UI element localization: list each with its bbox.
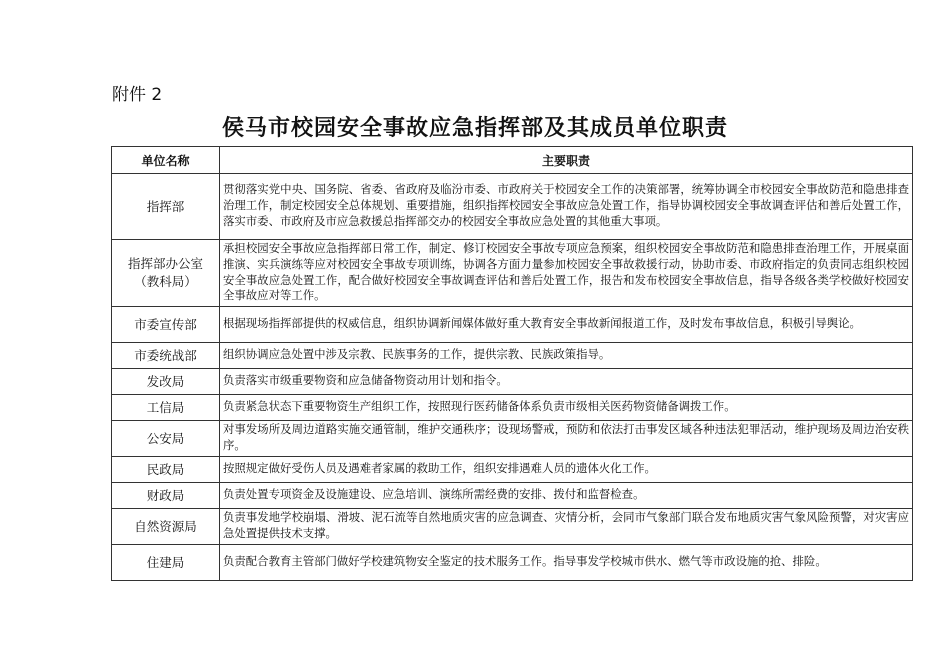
table-row [112,395,913,421]
unit-name-cell [112,545,220,581]
duty-cell: 按照规定做好受伤人员及遇难者家属的救助工作，组织安排遇难人员的遗体火化工作。 [220,457,913,483]
unit-name-cell [112,343,220,369]
unit-name-note: （教科局） [134,274,197,290]
document-title: 侯马市校园安全事故应急指挥部及其成员单位职责 [221,115,728,141]
duty-cell: 组织协调应急处置中涉及宗教、民族事务的工作，提供宗教、民族政策指导。 [220,343,913,369]
table-row [112,369,913,395]
table-row [112,483,913,509]
table-row [112,174,913,240]
duty-cell: 根据现场指挥部提供的权威信息，组织协调新闻媒体做好重大教育安全事故新闻报道工作，及时发布事故信息，积极引导舆论。 [220,307,913,343]
header-main-duties: 主要职责 [220,147,913,174]
unit-name: 发改局 [146,373,185,389]
unit-name: 自然资源局 [134,518,197,534]
duty-cell: 负责落实市级重要物资和应急储备物资动用计划和指令。 [220,369,913,395]
table-row [112,240,913,307]
table-row [112,545,913,581]
unit-name: 住建局 [146,554,185,570]
duty-cell: 负责事发地学校崩塌、滑坡、泥石流等自然地质灾害的应急调查、灾情分析，会同市气象部门联合发布地质灾害气象风险预警，对灾害应急处置提供技术支撑。 [220,509,913,545]
table-header-row [112,147,913,174]
duty-cell: 对事发场所及周边道路实施交通管制，维护交通秩序；设现场警戒，预防和依法打击事发区域各种违法犯罪活动，维护现场及周边治安秩序。 [220,421,913,457]
unit-name-cell [112,395,220,421]
unit-name-cell [112,240,220,307]
table-row [112,421,913,457]
unit-name-cell [112,369,220,395]
unit-name-cell [112,307,220,343]
unit-name: 指挥部办公室 [127,256,203,272]
unit-name: 工信局 [146,399,185,415]
unit-name: 指挥部 [146,198,185,214]
unit-name-cell [112,421,220,457]
duty-cell: 负责紧急状态下重要物资生产组织工作，按照现行医药储备体系负责市级相关医药物资储备调拨工作。 [220,395,913,421]
unit-name-cell [112,174,220,240]
unit-name: 民政局 [146,461,185,477]
table-row [112,307,913,343]
unit-name: 市委统战部 [134,347,197,363]
duty-cell: 贯彻落实党中央、国务院、省委、省政府及临汾市委、市政府关于校园安全工作的决策部署，统筹协调全市校园安全事故防范和隐患排查治理工作，制定校园安全总体规划、重要措施，组织指挥校园安全事故应急处置工作，指导协调校园安全事故调查评估和善后处置工作，落实市委、市政府及市应急救援总指挥部交办的校园安全事故应急处置的其他重大事项。 [220,174,913,240]
table-row [112,509,913,545]
attachment-label: 附件 2 [112,85,163,105]
unit-name: 财政局 [146,487,185,503]
responsibility-table [111,146,913,581]
header-unit-name: 单位名称 [112,147,220,174]
unit-name-cell [112,457,220,483]
table-row [112,457,913,483]
unit-name: 市委宣传部 [134,316,197,332]
duty-cell: 负责处置专项资金及设施建设、应急培训、演练所需经费的安排、拨付和监督检查。 [220,483,913,509]
duty-cell: 负责配合教育主管部门做好学校建筑物安全鉴定的技术服务工作。指导事发学校城市供水、燃气等市政设施的抢、排险。 [220,545,913,581]
table-row [112,343,913,369]
unit-name: 公安局 [146,430,185,446]
duty-cell: 承担校园安全事故应急指挥部日常工作，制定、修订校园安全事故专项应急预案，组织校园安全事故防范和隐患排查治理工作，开展桌面推演、实兵演练等应对校园安全事故专项训练，协调各方面力量参加校园安全事故救援行动，协助市委、市政府指定的负责同志组织校园安全事故应急处置工作，配合做好校园安全事故调查评估和善后处置工作，报告和发布校园安全事故信息，指导各级各类学校做好校园安全事故应对等工作。 [220,240,913,307]
unit-name-cell [112,509,220,545]
unit-name-cell [112,483,220,509]
